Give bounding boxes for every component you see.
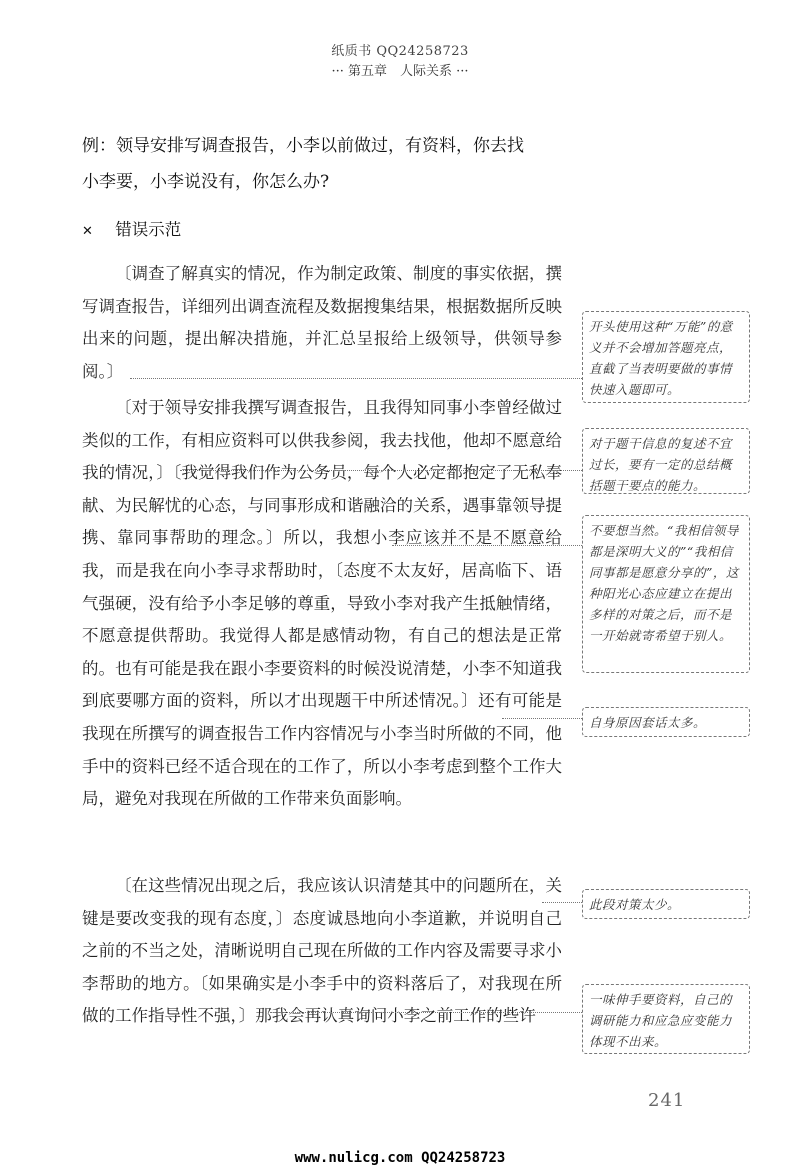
section-title: 错误示范 — [115, 220, 182, 239]
annotation-leader-2 — [180, 470, 582, 471]
header-source-line: 纸质书 QQ24258723 — [331, 44, 469, 59]
neg-mark-icon: ✕ — [82, 224, 93, 239]
chapter-title: ··· 第五章 人际关系 ··· — [331, 64, 469, 79]
section-heading — [82, 216, 181, 240]
annotation-note-4: 自身原因套话太多。 — [582, 707, 750, 737]
page-number: 241 — [648, 1090, 686, 1111]
annotation-leader-5 — [542, 902, 582, 903]
annotation-leader-4 — [502, 718, 582, 719]
annotation-note-3: 不要想当然。“我相信领导都是深明大义的”“我相信同事都是愿意分享的”，这种阳光心态应建立在提出多样的对策之后，而不是一开始就寄希望于别人。 — [582, 515, 750, 673]
example-question-line-1: 例：领导安排写调查报告，小李以前做过，有资料，你去找 — [82, 136, 524, 156]
paragraph-solution: 〔在这些情况出现之后，我应该认识清楚其中的问题所在，关键是要改变我的现有态度，〕态度诚恳地向小李道歉，并说明自己之前的不当之处，清晰说明自己现在所做的工作内容及需要寻求小李帮助的地方。〔如果确实是小李手中的资料落后了，对我现在所做的工作指导性不强，〕那我会再认真询问小李之前工作的些许 — [82, 876, 562, 1026]
annotation-leader-3 — [392, 545, 582, 546]
example-question-line-2: 小李要，小李说没有，你怎么办? — [82, 172, 330, 192]
footer-watermark: www.nulicg.com QQ24258723 — [294, 1150, 506, 1166]
paragraph-intro: 〔调查了解真实的情况，作为制定政策、制度的事实依据，撰写调查报告，详细列出调查流程及数据搜集结果，根据数据所反映出来的问题，提出解决措施，并汇总呈报给上级领导，供领导参阅。〕 — [82, 264, 562, 381]
annotation-leader-1 — [130, 378, 582, 379]
annotation-leader-6 — [270, 1012, 582, 1013]
annotation-note-5: 此段对策太少。 — [582, 889, 750, 919]
annotation-note-1: 开头使用这种“万能”的意义并不会增加答题亮点，直截了当表明要做的事情快速入题即可。 — [582, 311, 750, 403]
annotation-note-6: 一味伸手要资料，自己的调研能力和应急应变能力体现不出来。 — [582, 984, 750, 1054]
paragraph-analysis: 〔对于领导安排我撰写调查报告，且我得知同事小李曾经做过类似的工作，有相应资料可以供我参阅，我去找他，他却不愿意给我的情况，〕〔我觉得我们作为公务员，每个人必定都抱定了无私奉献、为民解忧的心态，与同事形成和谐融洽的关系，遇事靠领导提携、靠同事帮助的理念。〕所以，我想小李应该并不是不愿意给我，而是我在向小李寻求帮助时，〔态度不太友好，居高临下、语气强硬，没有给予小李足够的尊重，导致小李对我产生抵触情绪，不愿意提供帮助。我觉得人都是感情动物，有自己的想法是正常的。也有可能是我在跟小李要资料的时候没说清楚，小李不知道我到底要哪方面的资料，所以才出现题干中所述情况。〕还有可能是我现在所撰写的调查报告工作内容情况与小李当时所做的不同，他手中的资料已经不适合现在的工作了，所以小李考虑到整个工作大局，避免对我现在所做的工作带来负面影响。 — [82, 398, 562, 809]
annotation-note-2: 对于题干信息的复述不宜过长，要有一定的总结概括题干要点的能力。 — [582, 428, 750, 494]
